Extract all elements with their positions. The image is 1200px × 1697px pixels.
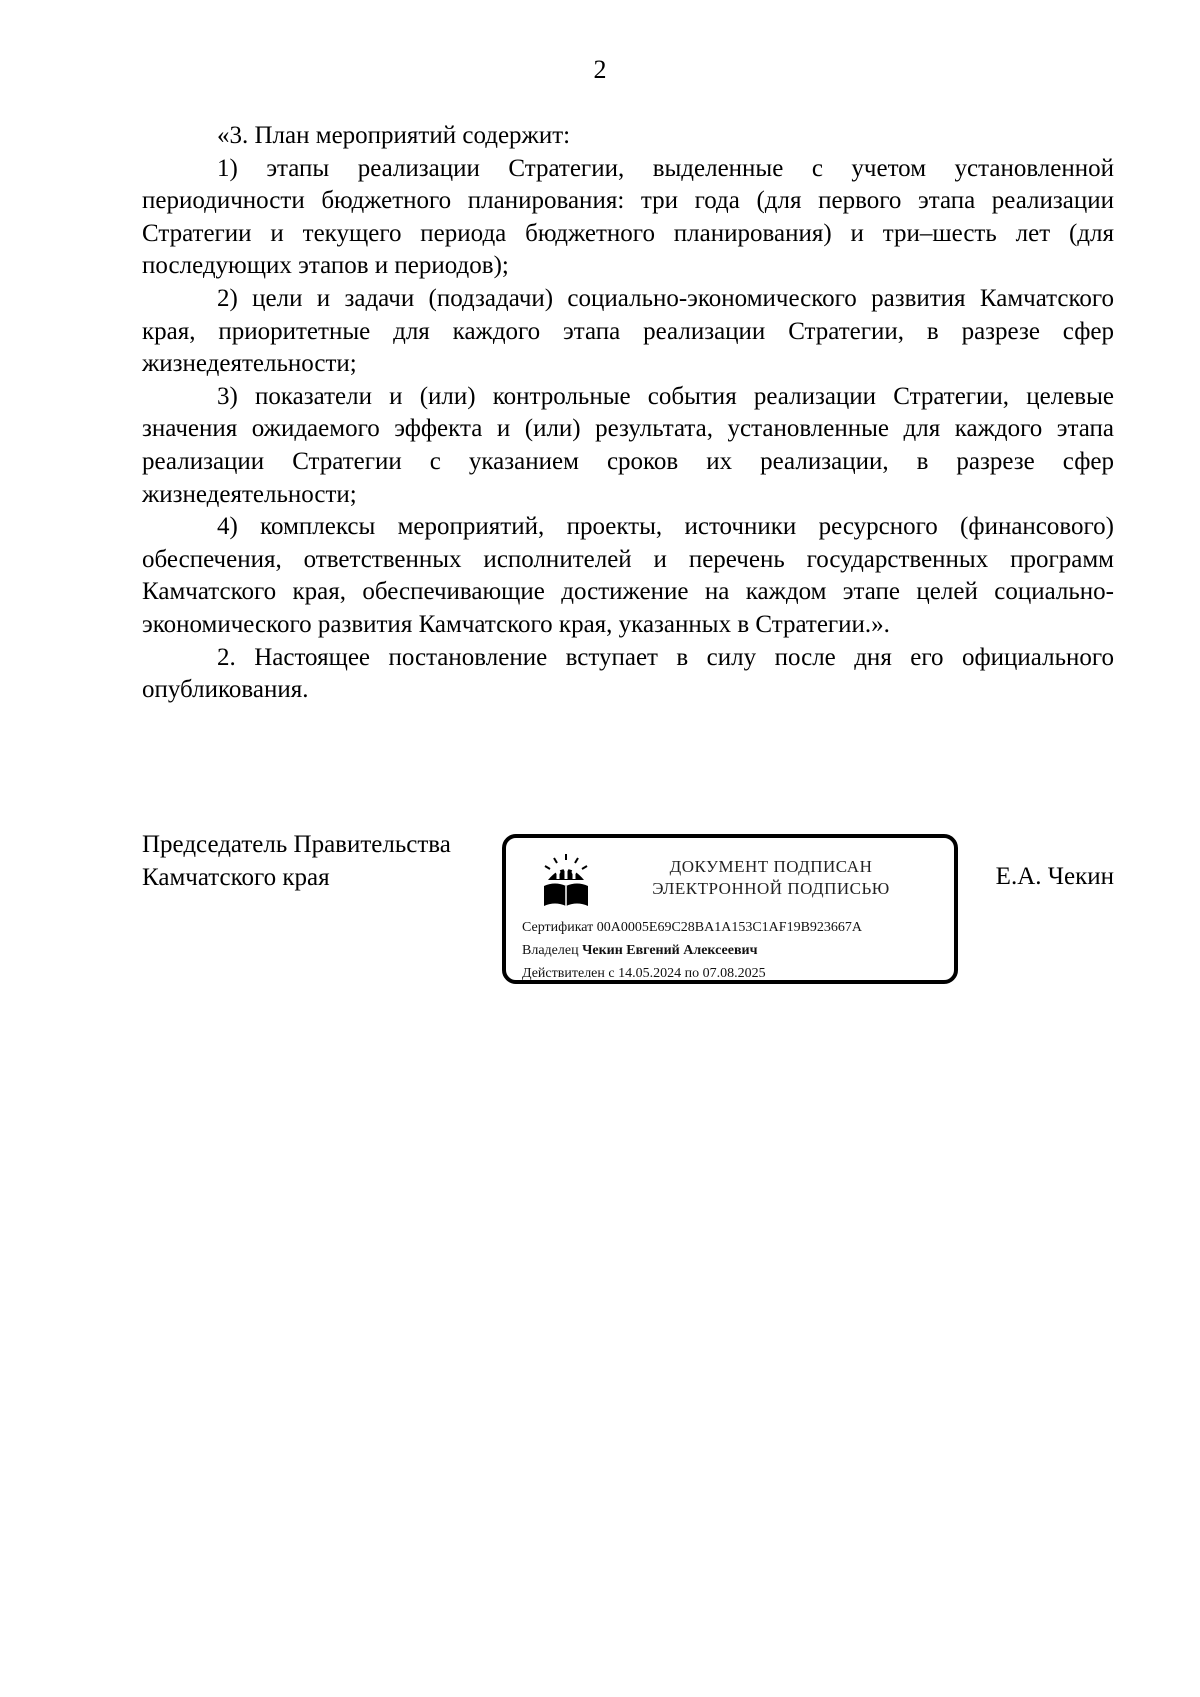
stamp-heading-line1: ДОКУМЕНТ ПОДПИСАН xyxy=(669,857,873,876)
paragraph-item-1: 1) этапы реализации Стратегии, выделенные с учетом установленной периодичности бюджетного планирования: три года (для первого этапа реализации Стратегии и текущего периода бюджетного планирования) и три–шесть лет (для последующих этапов и периодов); xyxy=(142,154,1114,280)
paragraph-effective-date: 2. Настоящее постановление вступает в силу после дня его официального опубликования. xyxy=(142,643,1114,704)
paragraph-item-4: 4) комплексы мероприятий, проекты, источники ресурсного (финансового) обеспечения, ответственных исполнителей и перечень государственных программ Камчатского края, обеспечивающие достижение на каждом этапе целей социально-экономического развития Камчатского края, указанных в Стратегии.». xyxy=(142,513,1114,638)
stamp-owner-row xyxy=(522,939,952,962)
kamchatka-coat-of-arms-icon xyxy=(536,850,596,910)
stamp-valid-from-label: с xyxy=(608,966,615,981)
page-number: 2 xyxy=(593,55,607,84)
signer-name: Е.А. Чекин xyxy=(995,863,1114,890)
stamp-valid-from: 14.05.2024 xyxy=(618,966,682,981)
document-body xyxy=(142,120,1114,707)
signer-title-line2: Камчатского края xyxy=(142,863,330,891)
stamp-heading-line2: ЭЛЕКТРОННОЙ ПОДПИСЬЮ xyxy=(652,879,890,898)
stamp-owner-label: Владелец xyxy=(522,943,579,958)
stamp-owner-value: Чекин Евгений Алексеевич xyxy=(582,943,758,958)
stamp-heading xyxy=(616,856,926,900)
signer-title xyxy=(142,829,451,894)
stamp-certificate-value: 00A0005E69C28BA1A153C1AF19B923667A xyxy=(596,920,863,935)
paragraph-item-3: 3) показатели и (или) контрольные события реализации Стратегии, целевые значения ожидаемого эффекта и (или) результата, установленные для каждого этапа реализации Стратегии с указанием сроков их реализации, в разрезе сфер жизнедеятельности; xyxy=(142,382,1114,508)
stamp-valid-to-label: по xyxy=(684,966,700,981)
electronic-signature-stamp xyxy=(502,834,958,984)
stamp-valid-to: 07.08.2025 xyxy=(702,966,766,981)
paragraph-plan-intro: «3. План мероприятий содержит: xyxy=(217,122,571,149)
stamp-valid-label: Действителен xyxy=(522,966,605,981)
stamp-details xyxy=(522,916,952,985)
stamp-certificate-label: Сертификат xyxy=(522,920,594,935)
signature-block xyxy=(142,829,1114,1009)
signer-title-line1: Председатель Правительства xyxy=(142,831,451,858)
stamp-validity-row xyxy=(522,962,952,985)
paragraph-item-2: 2) цели и задачи (подзадачи) социально-экономического развития Камчатского края, приоритетные для каждого этапа реализации Стратегии, в разрезе сфер жизнедеятельности; xyxy=(142,284,1114,378)
stamp-certificate-row xyxy=(522,916,952,939)
